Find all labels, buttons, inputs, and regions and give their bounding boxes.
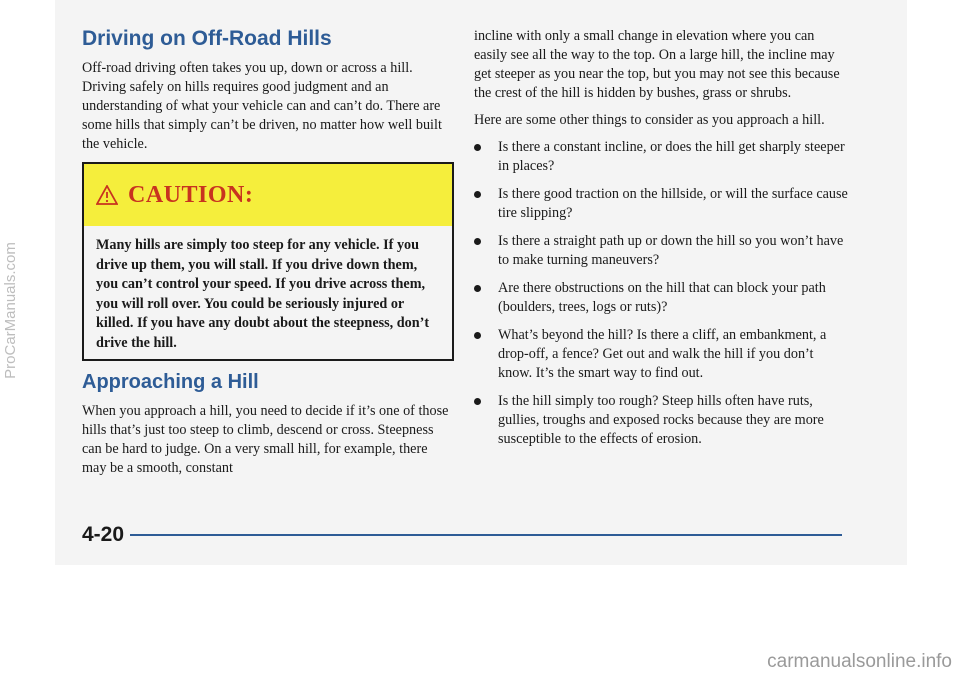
consideration-list: [474, 138, 849, 449]
side-watermark: [0, 150, 20, 470]
continuation-paragraph: incline with only a small change in elevation where you can easily see all the way to the top. On a large hill, the incline may get steeper as you near the top, but you may not see this because the crest of the hill is hidden by bushes, grass or shrubs.: [474, 28, 840, 101]
intro-paragraph: Off-road driving often takes you up, down or across a hill. Driving safely on hills requires good judgment and an understanding of what your vehicle can and can’t do. There are some hills that simply can’t be driven, no matter how well built the vehicle.: [82, 60, 442, 152]
approach-paragraph: When you approach a hill, you need to decide if it’s one of those hills that’s just too steep to climb, descend or cross. Steepness can be hard to judge. On a very small hill, for example, there may be a smooth, constant: [82, 403, 449, 476]
caution-box: [82, 162, 454, 361]
footer-rule: [130, 534, 842, 536]
warning-triangle-icon: [96, 185, 118, 205]
list-item: What’s beyond the hill? Is there a cliff, an embankment, a drop-off, a fence? Get out and walk the hill if you don’t know. It’s the smart way to find out.: [474, 326, 849, 383]
bullet-icon: [474, 285, 481, 292]
caution-title: CAUTION:: [128, 181, 254, 208]
caution-banner: [84, 164, 452, 226]
caution-text: Many hills are simply too steep for any vehicle. If you drive up them, you will stall. If you drive down them, you can’t control your speed. If you drive across them, you will roll over. You could be seriously injured or killed. If you have any doubt about the steepness, don’t drive the hill.: [96, 237, 430, 351]
side-watermark-text: ProCarManuals.com: [1, 241, 19, 379]
page-footer: [82, 522, 842, 548]
bottom-watermark: carmanualsonline.info: [767, 651, 952, 672]
list-item: Is there good traction on the hillside, or will the surface cause tire slipping?: [474, 185, 849, 223]
bullet-icon: [474, 398, 481, 405]
bullet-icon: [474, 191, 481, 198]
list-item: Is there a straight path up or down the hill so you won’t have to make turning maneuvers?: [474, 232, 849, 270]
list-item: Are there obstructions on the hill that can block your path (boulders, trees, logs or ruts)?: [474, 279, 849, 317]
right-column: [474, 27, 849, 458]
subsection-heading: Approaching a Hill: [82, 371, 259, 393]
section-heading: Driving on Off-Road Hills: [82, 27, 332, 50]
left-column: [82, 27, 454, 486]
page-number: 4-20: [82, 523, 125, 546]
lead-paragraph: Here are some other things to consider as you approach a hill.: [474, 112, 825, 128]
bullet-icon: [474, 332, 481, 339]
list-item: Is the hill simply too rough? Steep hills often have ruts, gullies, troughs and exposed rocks because they are more susceptible to the effects of erosion.: [474, 392, 849, 449]
bullet-icon: [474, 238, 481, 245]
list-item: Is there a constant incline, or does the hill get sharply steeper in places?: [474, 138, 849, 176]
bullet-icon: [474, 144, 481, 151]
